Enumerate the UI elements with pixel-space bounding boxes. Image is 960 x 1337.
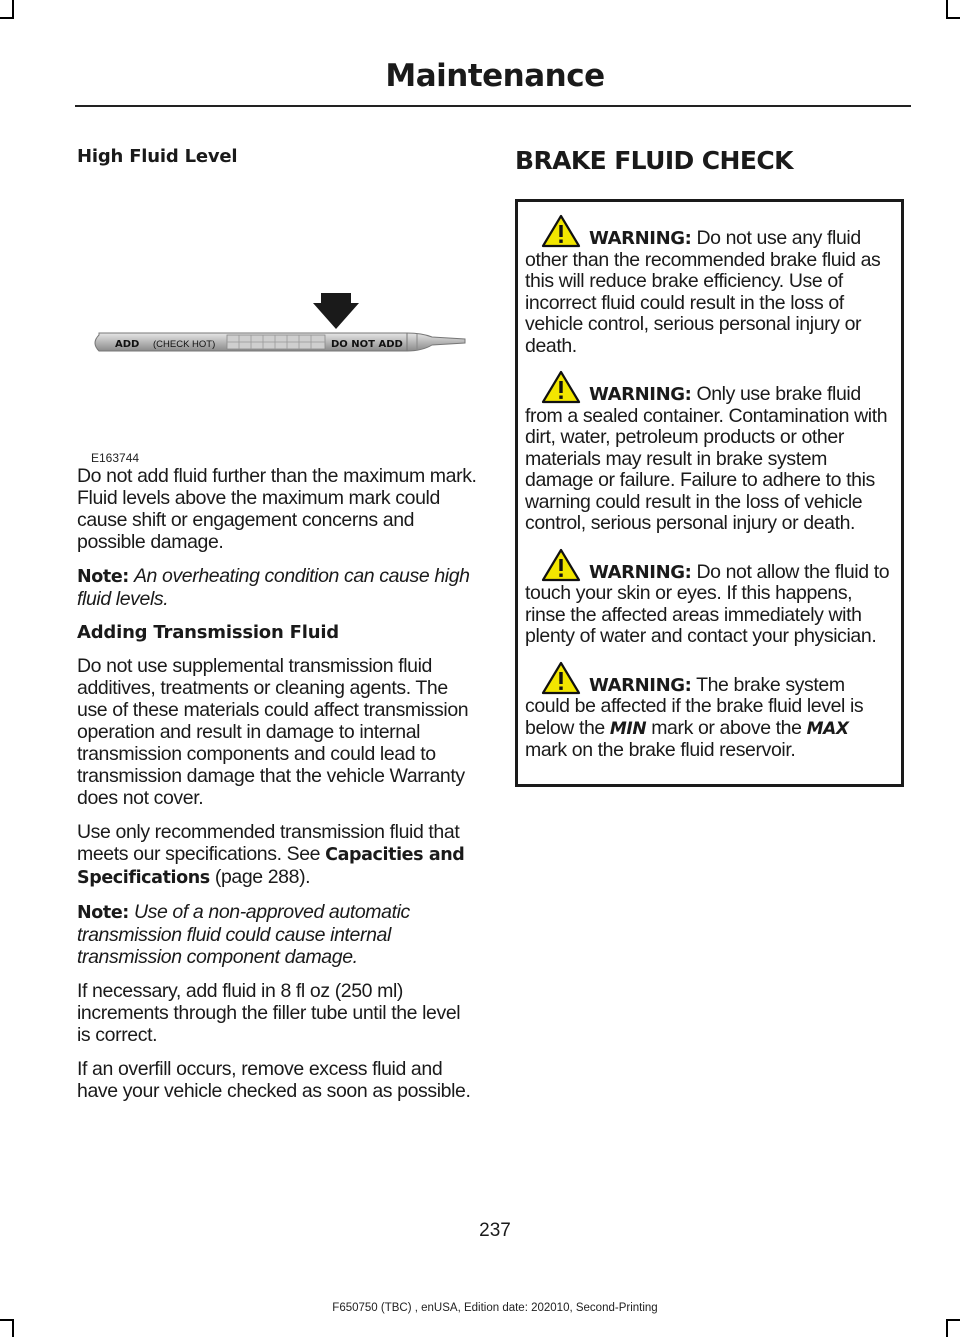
warning-text: Only use brake fluid from a sealed container. Contamination with dirt, water, petroleum products or other materials may result in brake system damage or failure. Failure to adhere to this warning could result in the loss of vehicle control, serious personal injury or death. xyxy=(525,383,888,534)
crop-mark xyxy=(12,1320,14,1337)
warning-item xyxy=(525,661,893,762)
note xyxy=(77,565,477,610)
warning-label: WARNING: xyxy=(589,561,692,583)
dipstick-label-check-hot: (CHECK HOT) xyxy=(153,339,216,350)
paragraph: If necessary, add fluid in 8 fl oz (250 ml) increments through the filler tube until the level is correct. xyxy=(77,980,461,1046)
warning-triangle-icon xyxy=(541,370,581,404)
right-column xyxy=(515,146,907,175)
warning-label: WARNING: xyxy=(589,228,692,249)
note-label: Note: xyxy=(77,903,129,923)
note-text: An overheating condition can cause high fluid levels. xyxy=(77,565,470,610)
min-mark-label: MIN xyxy=(609,718,647,739)
arrow-down-icon xyxy=(313,293,359,329)
warning-label: WARNING: xyxy=(589,384,692,405)
warning-box xyxy=(515,199,904,787)
footer-edition: F650750 (TBC) , enUSA, Edition date: 202010, Second-Printing xyxy=(332,1302,658,1314)
page-number: 237 xyxy=(479,1220,511,1241)
dipstick-label-add: ADD xyxy=(115,339,140,350)
crop-mark xyxy=(946,1320,948,1337)
warning-text: mark on the brake fluid reservoir. xyxy=(525,739,796,761)
warning-text: Do not allow the fluid to touch your skin or eyes. If this happens, rinse the affected areas immediately with plenty of water and contact your physician. xyxy=(525,560,890,647)
page-title: Maintenance xyxy=(385,58,605,94)
paragraph-text: (page 288). xyxy=(209,866,311,888)
paragraph-text: Use only recommended transmission fluid that meets our specifications. See xyxy=(77,821,460,865)
max-mark-label: MAX xyxy=(806,718,849,739)
warning-text: mark or above the xyxy=(646,716,807,739)
paragraph: If an overfill occurs, remove excess fluid and have your vehicle checked as soon as possible. xyxy=(77,1058,471,1102)
crop-mark xyxy=(0,17,14,19)
warning-text: The brake system could be affected if the brake fluid level is below the xyxy=(525,673,864,739)
dipstick-figure xyxy=(77,167,477,465)
header-rule xyxy=(75,105,911,107)
warning-item xyxy=(525,214,893,357)
crop-mark xyxy=(0,1319,14,1321)
dipstick-label-do-not-add: DO NOT ADD xyxy=(331,339,403,350)
warning-triangle-icon xyxy=(541,661,581,695)
section-heading: BRAKE FLUID CHECK xyxy=(515,146,793,175)
warning-label: WARNING: xyxy=(589,674,692,696)
paragraph xyxy=(77,821,477,889)
figure-id: E163744 xyxy=(91,451,140,465)
left-column xyxy=(77,146,477,1114)
crop-mark xyxy=(946,17,960,19)
warning-item xyxy=(525,370,893,535)
warning-item xyxy=(525,548,893,648)
paragraph: Do not use supplemental transmission fluid additives, treatments or cleaning agents. The use of these materials could affect transmission operation and result in damage to internal transmission components and could lead to transmission damage that the vehicle Warranty does not cover. xyxy=(77,655,469,809)
warning-text: Do not use any fluid other than the recommended brake fluid as this will reduce brake efficiency. Use of incorrect fluid could result in the loss of vehicle control, serious personal injury or death. xyxy=(525,227,881,357)
warning-triangle-icon xyxy=(541,214,581,248)
crop-mark xyxy=(12,0,14,18)
section-subheading: Adding Transmission Fluid xyxy=(77,622,339,643)
crop-mark xyxy=(946,1319,960,1321)
paragraph: Do not add fluid further than the maximum mark. Fluid levels above the maximum mark could cause shift or engagement concerns and possible damage. xyxy=(77,465,477,553)
note-text: Use of a non-approved automatic transmission fluid could cause internal transmission component damage. xyxy=(77,901,410,968)
dipstick-illustration xyxy=(77,167,477,435)
crop-mark xyxy=(946,0,948,18)
note xyxy=(77,901,477,968)
warning-triangle-icon xyxy=(541,548,581,582)
section-subheading: High Fluid Level xyxy=(77,146,238,167)
note-label: Note: xyxy=(77,567,129,587)
cross-reference-link[interactable]: Capacities and Specifications xyxy=(77,845,465,888)
